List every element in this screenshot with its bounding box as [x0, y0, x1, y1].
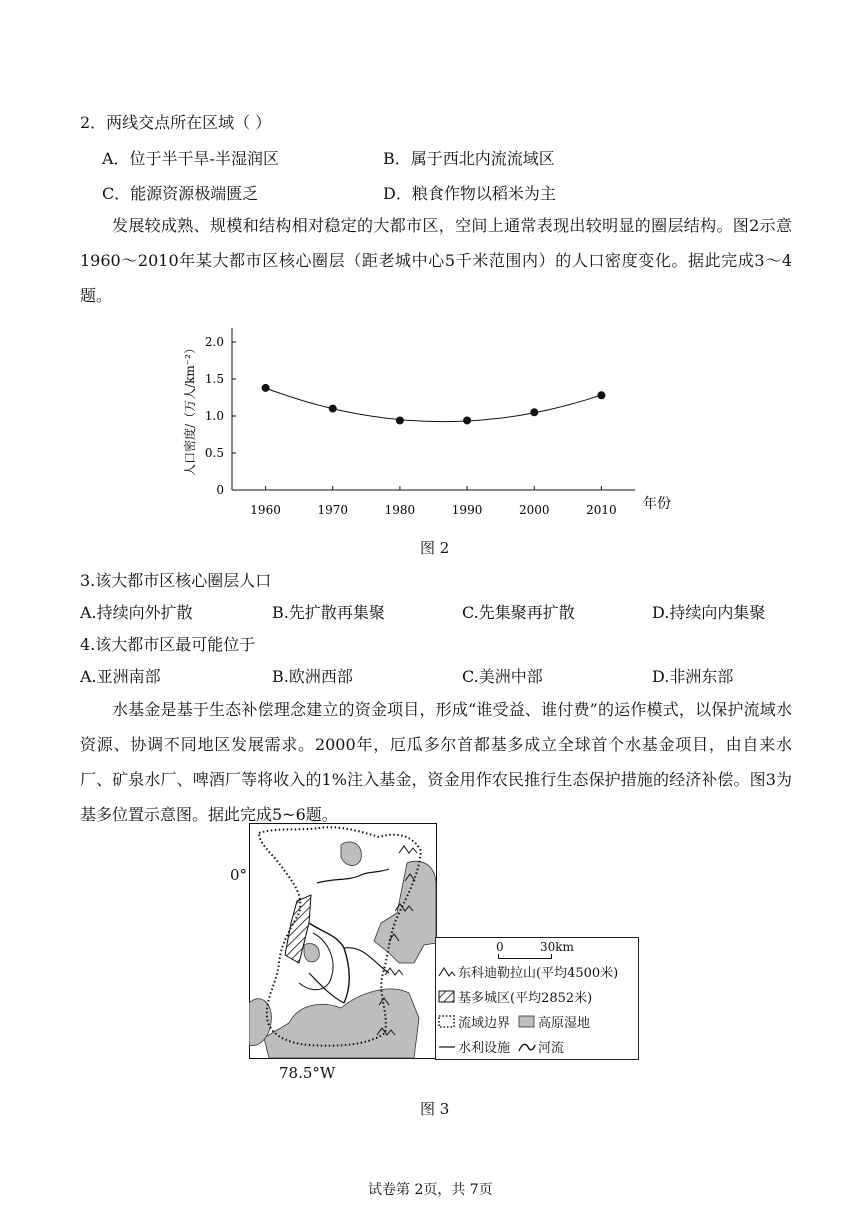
figure-2-caption: 图 2 [420, 539, 450, 557]
x-tick-label: 2010 [586, 503, 617, 517]
q2-option-b: B．属于西北内流流域区 [383, 149, 555, 168]
quito-location-map [249, 823, 437, 1059]
scale-bar [498, 954, 552, 959]
q3-stem: 3.该大都市区核心圈层人口 [80, 571, 272, 590]
x-tick-label: 1980 [384, 503, 416, 517]
q4-stem: 4.该大都市区最可能位于 [80, 635, 256, 654]
legend-row-boundary-wetland [438, 1012, 590, 1031]
legend-row-facility-river [438, 1037, 564, 1056]
wetland-ne [341, 842, 361, 866]
q2-stem: 2．两线交点所在区域（ ） [80, 113, 272, 132]
q4-option-b: B.欧洲西部 [272, 667, 353, 686]
data-point [396, 416, 404, 424]
population-density-chart [180, 320, 680, 525]
data-point [530, 408, 538, 416]
scale-distance: 30km [540, 940, 574, 954]
gray-fill-icon [518, 1015, 536, 1028]
legend-label-wetland: 高原湿地 [538, 1016, 591, 1031]
river-icon [518, 1040, 536, 1053]
trend-line [266, 388, 602, 422]
y-tick-label: 2.0 [204, 335, 224, 349]
legend-row-urban [438, 987, 592, 1006]
x-tick-label: 1990 [451, 503, 483, 517]
y-axis-label: 人口密度/（万人/km⁻²） [183, 342, 197, 476]
line-icon [438, 1040, 456, 1053]
longitude-label: 78.5°W [279, 1064, 336, 1082]
map-legend [435, 937, 639, 1060]
legend-label-river: 河流 [538, 1041, 565, 1056]
data-point [463, 416, 471, 424]
x-tick-label: 1970 [317, 503, 349, 517]
q3-option-a: A.持续向外扩散 [80, 603, 193, 622]
y-tick-label: 1.5 [204, 372, 224, 386]
dotted-border-icon [438, 1015, 456, 1028]
hatch-icon [438, 990, 456, 1003]
legend-label-facility: 水利设施 [458, 1041, 511, 1056]
wetland-central [304, 944, 319, 962]
scale-zero: 0 [496, 940, 504, 954]
figure-3-caption: 图 3 [420, 1100, 450, 1118]
q2-option-a: A．位于半干旱-半湿润区 [102, 149, 279, 168]
q3-option-d: D.持续向内集聚 [652, 603, 766, 622]
legend-row-mountain [438, 962, 618, 981]
data-point [262, 384, 270, 392]
passage-2: 水基金是基于生态补偿理念建立的资金项目，形成“谁受益、谁付费”的运作模式，以保护流域水资源、协调不同地区发展需求。2000年，厄瓜多尔首都基多成立全球首个水基金项目，由自来水厂、矿泉水厂、啤酒厂等将收入的1%注入基金，资金用作农民推行生态保护措施的经济补偿。图3为基多位置示意图。据此完成5~6题。 [80, 700, 792, 824]
data-point [597, 391, 605, 399]
x-axis-label: 年份 [643, 496, 671, 512]
latitude-label: 0° [230, 866, 248, 884]
q4-option-d: D.非洲东部 [652, 667, 734, 686]
y-tick-label: 0 [216, 483, 224, 497]
x-tick-label: 1960 [250, 503, 281, 517]
y-tick-label: 0.5 [204, 446, 224, 460]
q2-option-c: C．能源资源极端匮乏 [102, 184, 259, 203]
mountain-icon [438, 965, 456, 978]
q4-option-a: A.亚洲南部 [80, 667, 161, 686]
legend-label-boundary: 流域边界 [458, 1016, 511, 1031]
page-footer: 试卷第 2页，共 7页 [368, 1182, 493, 1198]
data-point [329, 405, 337, 413]
q4-option-c: C.美洲中部 [462, 667, 543, 686]
q3-option-b: B.先扩散再集聚 [272, 603, 385, 622]
legend-label-mountain: 东科迪勒拉山(平均4500米) [458, 966, 619, 981]
legend-label-urban: 基多城区(平均2852米) [458, 991, 593, 1006]
passage-1: 发展较成熟、规模和结构相对稳定的大都市区，空间上通常表现出较明显的圈层结构。图2示意1960～2010年某大都市区核心圈层（距老城中心5千米范围内）的人口密度变化。据此完成3～4题。 [80, 216, 792, 305]
y-tick-label: 1.0 [204, 409, 224, 423]
q3-option-c: C.先集聚再扩散 [462, 603, 575, 622]
q2-option-d: D．粮食作物以稻米为主 [383, 184, 556, 203]
x-tick-label: 2000 [518, 503, 550, 517]
